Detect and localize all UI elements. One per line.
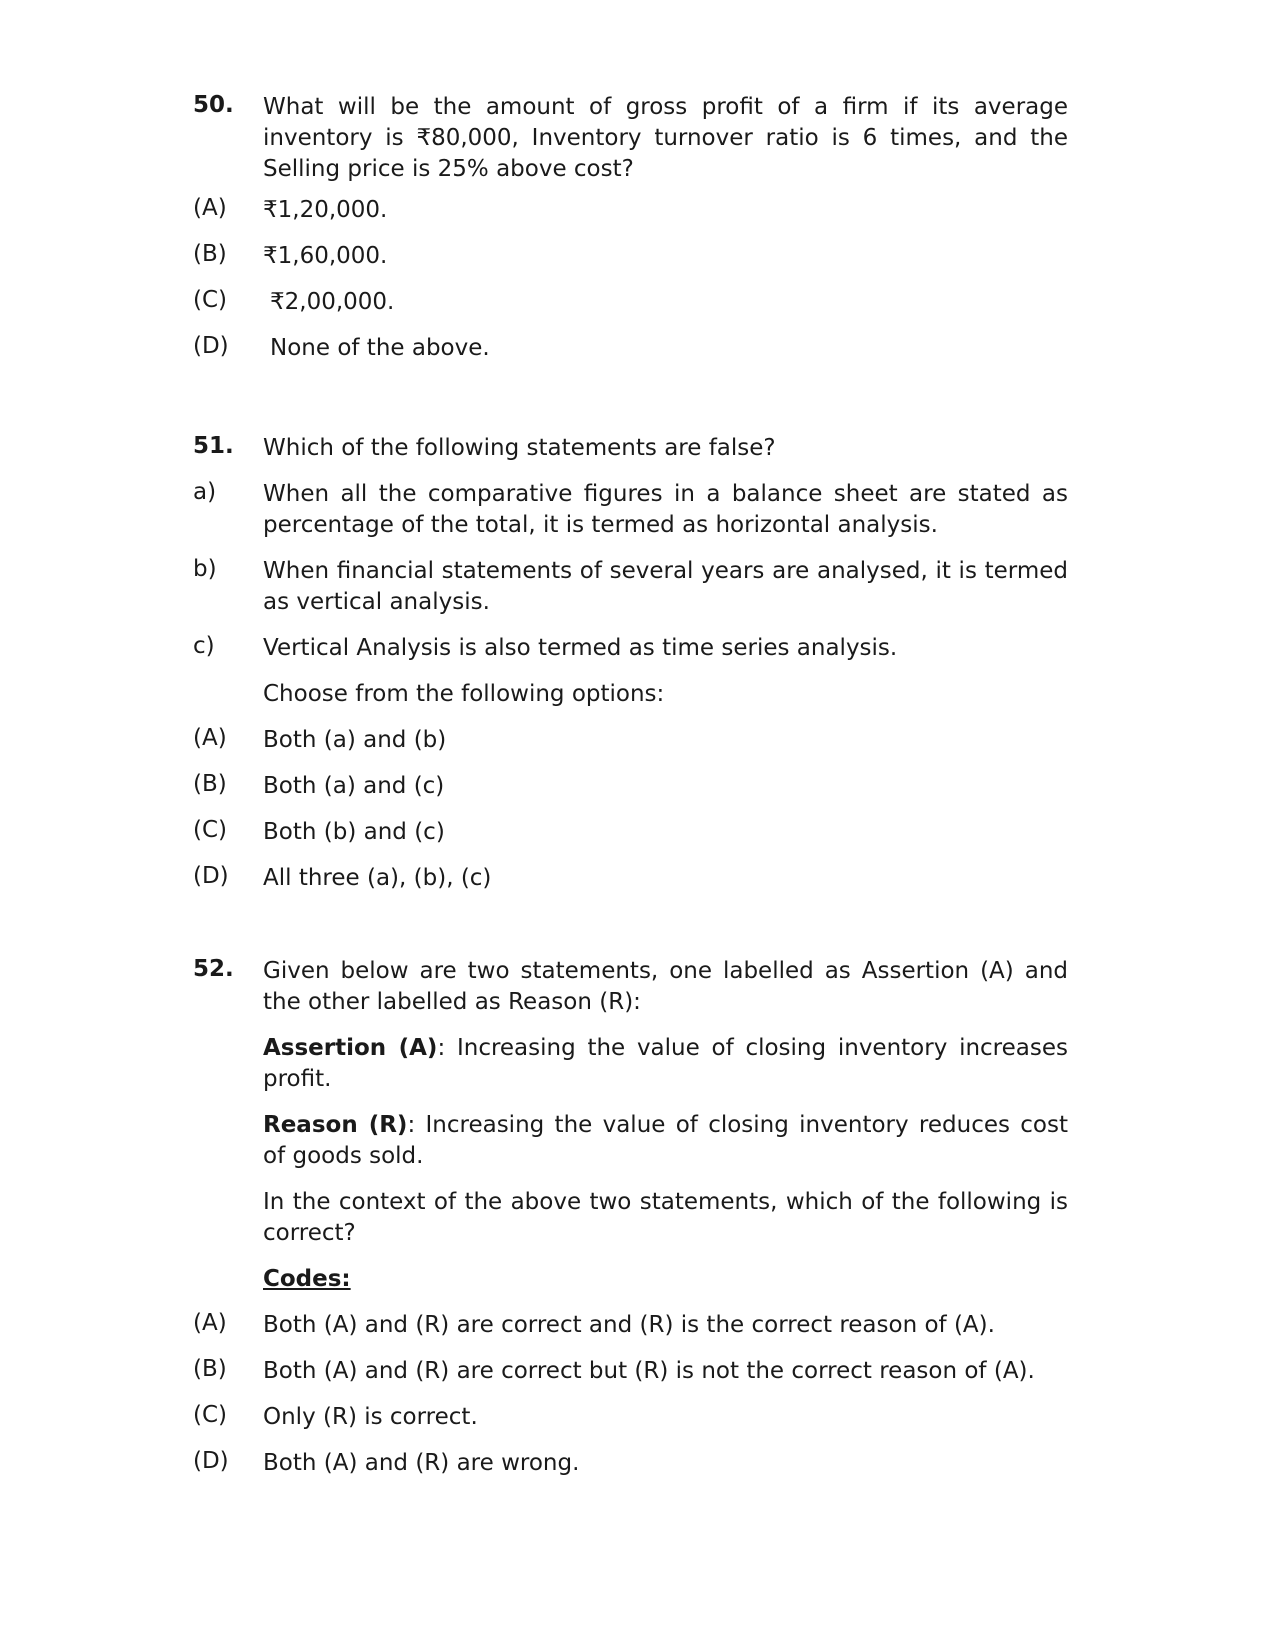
assertion-text: : Increasing the value of closing inventory increases profit.	[263, 1035, 1068, 1092]
reason-label: Reason (R)	[263, 1112, 408, 1138]
option-text: ₹2,00,000.	[270, 289, 395, 315]
option-label: (A)	[193, 195, 227, 221]
statement-label: c)	[193, 633, 215, 659]
option-label: (B)	[193, 1356, 227, 1382]
option-text: ₹1,20,000.	[263, 197, 388, 223]
question-number: 50.	[193, 92, 234, 118]
option-text: Both (b) and (c)	[263, 819, 445, 845]
option-text: Only (R) is correct.	[263, 1404, 478, 1430]
instruction-text: Choose from the following options:	[263, 681, 665, 707]
option-text: Both (A) and (R) are correct but (R) is not the correct reason of (A).	[263, 1358, 1035, 1384]
codes-label: Codes:	[263, 1266, 351, 1292]
option-label: (B)	[193, 241, 227, 267]
assertion-paragraph	[263, 1033, 1068, 1095]
question-number: 51.	[193, 433, 234, 459]
option-text: Both (A) and (R) are wrong.	[263, 1450, 580, 1476]
option-text: ₹1,60,000.	[263, 243, 388, 269]
statement-label: b)	[193, 556, 217, 582]
option-label: (C)	[193, 287, 228, 313]
question-number: 52.	[193, 956, 234, 982]
option-label: (A)	[193, 725, 227, 751]
option-label: (C)	[193, 817, 228, 843]
statement-label: a)	[193, 479, 217, 505]
option-label: (C)	[193, 1402, 228, 1428]
reason-paragraph	[263, 1110, 1068, 1172]
question-stem: Given below are two statements, one labelled as Assertion (A) and the other labelled as Reason (R):	[263, 958, 1068, 1015]
option-label: (D)	[193, 333, 229, 359]
option-label: (D)	[193, 1448, 229, 1474]
question-stem: What will be the amount of gross profit of a firm if its average inventory is ₹80,000, Inventory turnover ratio is 6 times, and the Selling price is 25% above cost?	[263, 94, 1068, 182]
option-text: Both (a) and (c)	[263, 773, 445, 799]
context-text: In the context of the above two statements, which of the following is correct?	[263, 1189, 1068, 1246]
reason-text: : Increasing the value of closing inventory reduces cost of goods sold.	[263, 1112, 1069, 1169]
option-label: (D)	[193, 863, 229, 889]
option-text: All three (a), (b), (c)	[263, 865, 492, 891]
statement-text: When all the comparative figures in a balance sheet are stated as percentage of the total, it is termed as horizontal analysis.	[263, 481, 1068, 538]
option-text: None of the above.	[270, 335, 490, 361]
question-stem: Which of the following statements are false?	[263, 435, 776, 461]
option-text: Both (A) and (R) are correct and (R) is the correct reason of (A).	[263, 1312, 995, 1338]
statement-text: Vertical Analysis is also termed as time series analysis.	[263, 635, 898, 661]
assertion-label: Assertion (A)	[263, 1035, 438, 1061]
option-text: Both (a) and (b)	[263, 727, 447, 753]
option-label: (A)	[193, 1310, 227, 1336]
statement-text: When financial statements of several years are analysed, it is termed as vertical analysis.	[263, 558, 1068, 615]
option-label: (B)	[193, 771, 227, 797]
